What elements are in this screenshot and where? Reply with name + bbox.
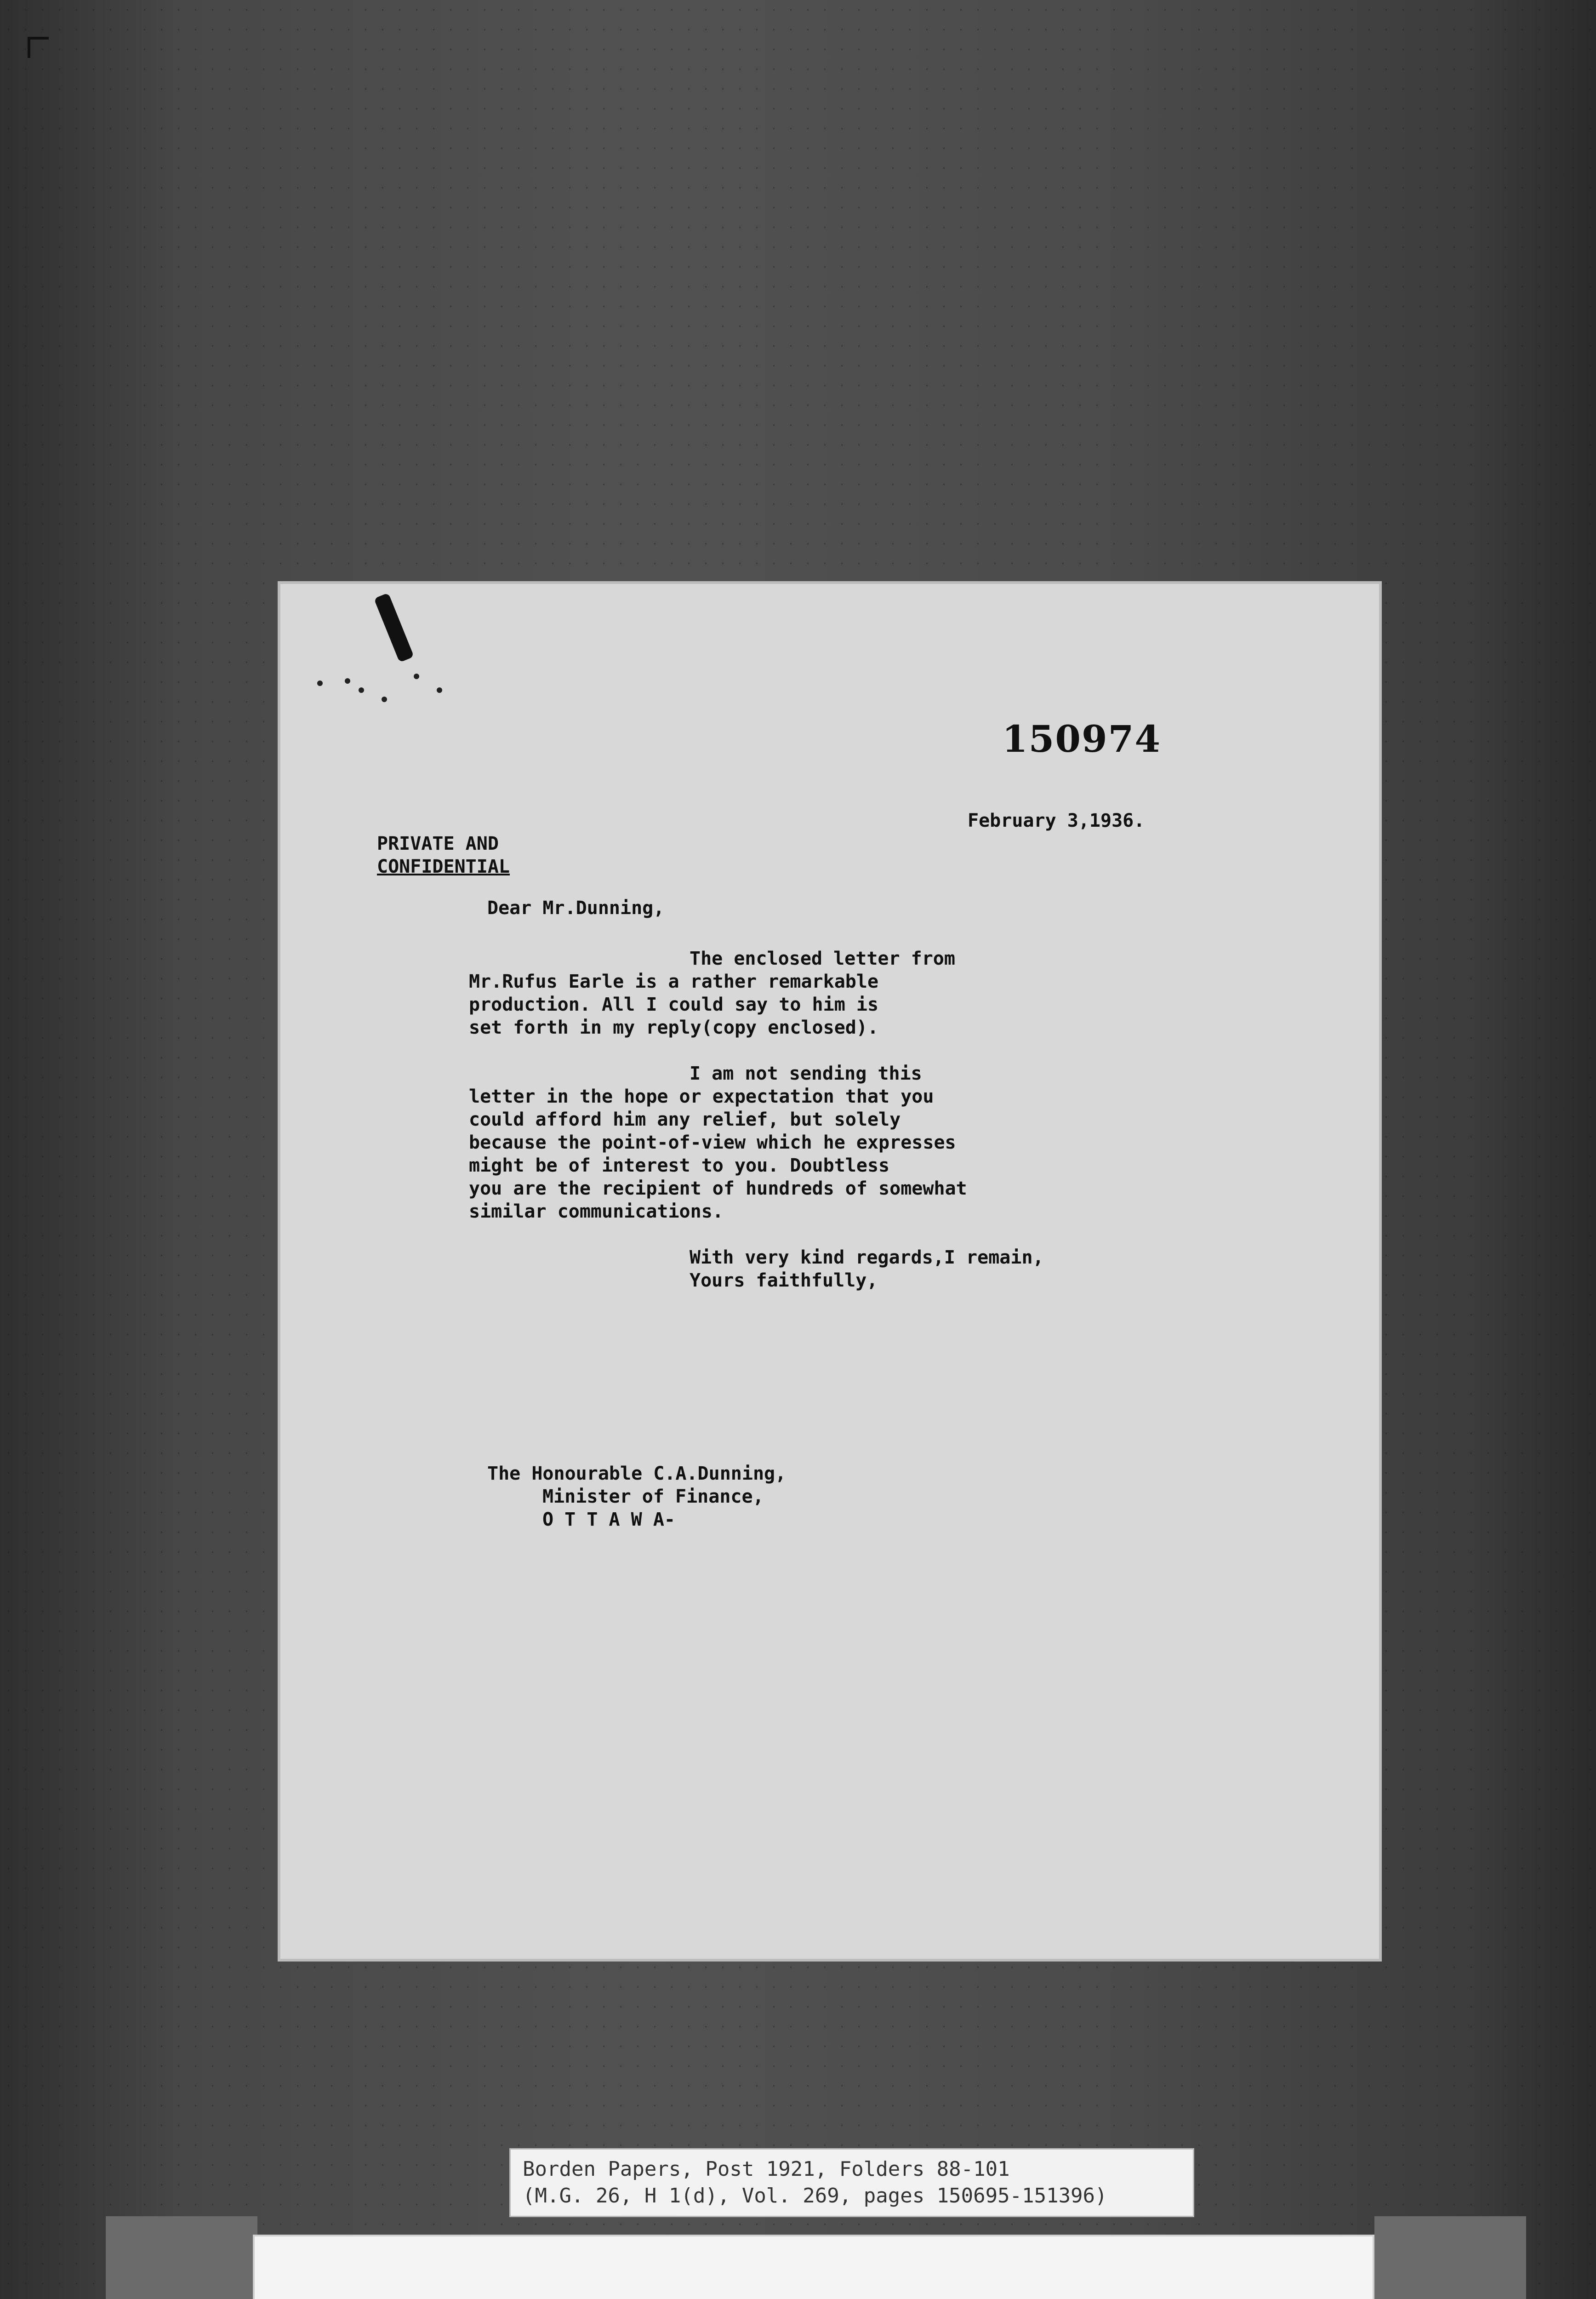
salutation: Dear Mr.Dunning,: [487, 898, 665, 919]
ink-dot: [359, 687, 364, 693]
address-line: The Honourable C.A.Dunning,: [487, 1463, 787, 1484]
paragraph1-line: Mr.Rufus Earle is a rather remarkable: [469, 971, 879, 992]
paragraph2-line: I am not sending this: [690, 1063, 922, 1084]
corner-mark: [28, 37, 49, 58]
address-line: Minister of Finance,: [542, 1486, 764, 1507]
paragraph1-line: set forth in my reply(copy enclosed).: [469, 1017, 879, 1038]
letter-page: [280, 584, 1379, 1959]
paragraph2-line: letter in the hope or expectation that you: [469, 1086, 934, 1107]
ink-dot: [437, 687, 442, 693]
citation-line: Borden Papers, Post 1921, Folders 88-101: [523, 2157, 1010, 2181]
document-number: 150974: [1002, 717, 1161, 761]
archives-stamp: [253, 2235, 1374, 2299]
marking-confidential: CONFIDENTIAL: [377, 856, 510, 877]
paragraph2-line: similar communications.: [469, 1201, 724, 1222]
closing-signoff: Yours faithfully,: [690, 1270, 878, 1291]
paragraph1-line: The enclosed letter from: [690, 948, 955, 969]
closing-regards: With very kind regards,I remain,: [690, 1247, 1044, 1268]
paragraph2-line: might be of interest to you. Doubtless: [469, 1155, 890, 1176]
ink-smudge: [374, 593, 414, 663]
paragraph2-line: because the point-of-view which he expresses: [469, 1132, 956, 1153]
paragraph2-line: could afford him any relief, but solely: [469, 1109, 901, 1130]
paragraph1-line: production. All I could say to him is: [469, 994, 879, 1015]
marking-private: PRIVATE AND: [377, 833, 499, 854]
citation-line: (M.G. 26, H 1(d), Vol. 269, pages 150695-151396): [523, 2184, 1107, 2207]
letter-date: February 3,1936.: [968, 810, 1145, 831]
ink-dot: [382, 697, 387, 702]
paragraph2-line: you are the recipient of hundreds of somewhat: [469, 1178, 967, 1199]
ink-dot: [317, 681, 323, 686]
tape-right: [1374, 2216, 1526, 2299]
ink-dot: [345, 678, 350, 684]
address-line: O T T A W A-: [542, 1509, 675, 1530]
ink-dot: [414, 674, 419, 679]
citation-label: [509, 2148, 1194, 2217]
tape-left: [106, 2216, 257, 2299]
